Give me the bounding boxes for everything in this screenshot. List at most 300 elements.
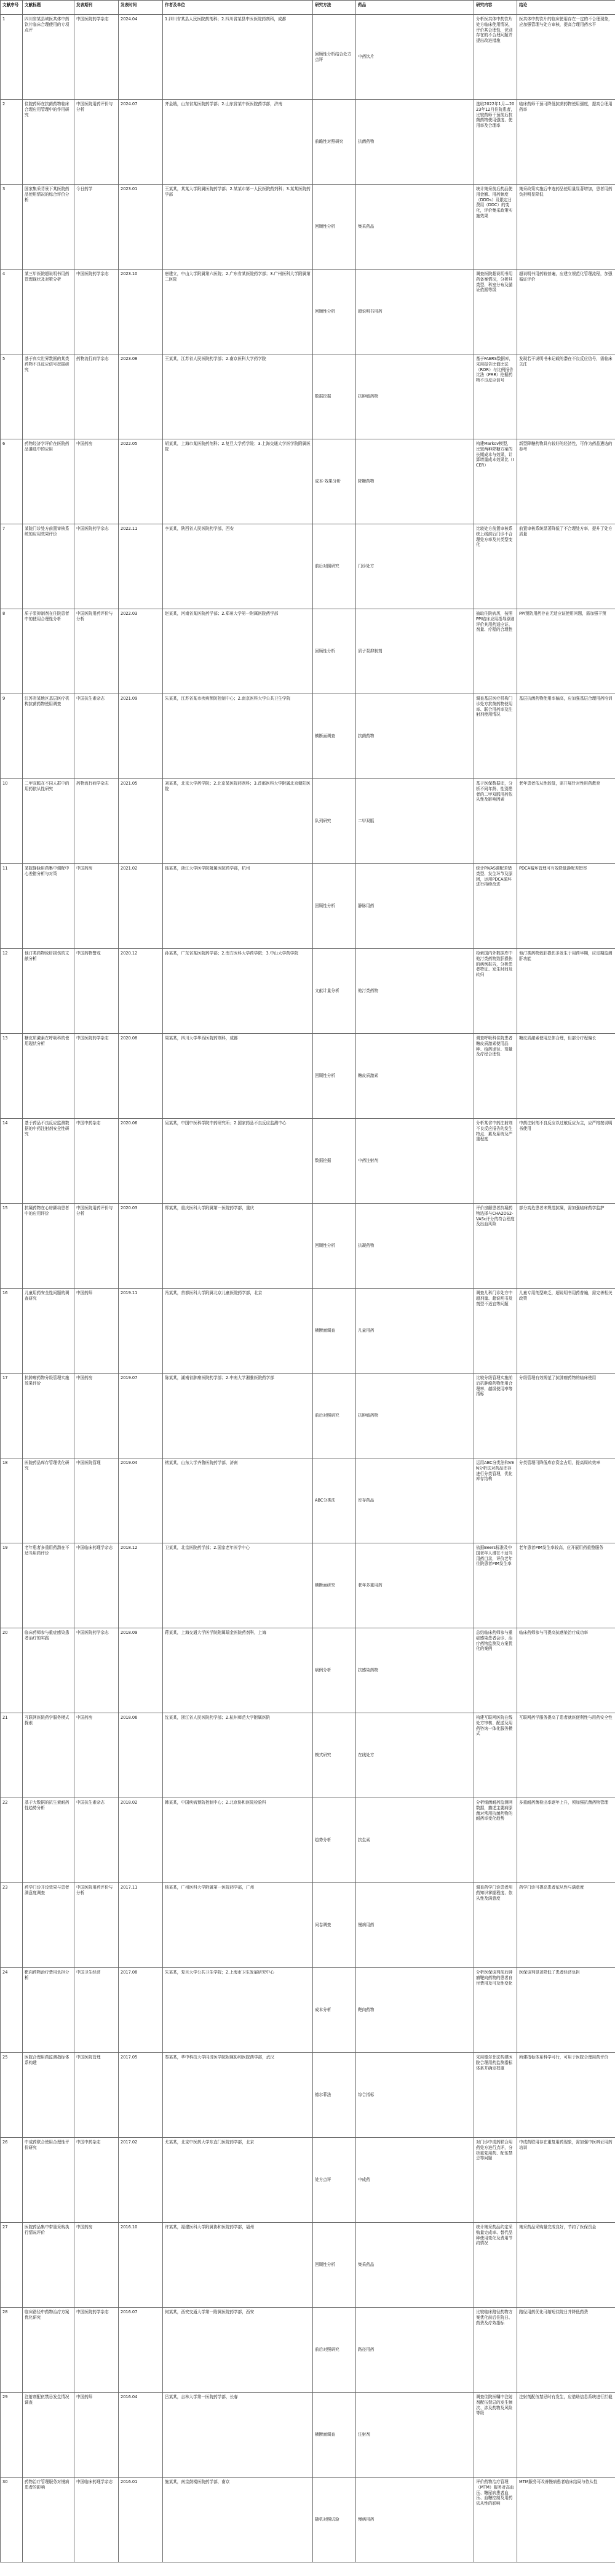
cell-drug: 静脉用药 (356, 864, 474, 949)
table-header-row (1, 1, 615, 15)
cell-no: 6 (1, 439, 23, 524)
cell-title: 药学门诊开设效果与患者满意度调查 (23, 1883, 74, 1968)
cell-method: 趋势分析 (313, 1798, 356, 1883)
cell-content: 比较处方前置审核系统上线前后门诊不合理处方率及其类型变化 (474, 524, 517, 609)
table-row (1, 185, 615, 270)
table-row (1, 270, 615, 354)
cell-drug: 中成药 (356, 2138, 474, 2223)
table-row (1, 1034, 615, 1119)
cell-authors: 刘某某，北京大学药学院；2.北京某医院药剂科；3.首都医科大学附属北京朝阳医院 (163, 779, 313, 864)
cell-authors: 王某某，某某大学附属医院药学部；2.某某市第一人民医院药剂科；3.某某医院药学部 (163, 185, 313, 270)
cell-date: 2021.05 (119, 779, 163, 864)
cell-authors: 韩某某，中国疾病预防控制中心；2.北京协和医院检验科 (163, 1798, 313, 1883)
cell-drug: 抗感染药物 (356, 1628, 474, 1713)
cell-authors: 胡某某，上海市某医院药剂科；2.复旦大学药学院；3.上海交通大学医学院附属医院 (163, 439, 313, 524)
cell-title: 医院合理用药监测指标体系构建 (23, 2053, 74, 2138)
cell-content: 运用ABC分类法和VEN分析法对药品库存进行分类管理，优化库存结构 (474, 1458, 517, 1543)
cell-authors: 唐建立，中山大学附属第六医院；2.广东省某医院药学部；3.广州医科大学附属第二医院 (163, 270, 313, 354)
cell-journal: 中国医院药学杂志 (74, 524, 119, 609)
cell-authors: 孙某某，广东省某医院药学部；2.南方医科大学药学院；3.中山大学药学院 (163, 949, 313, 1034)
cell-title: 国家集采背景下某医院药品使用情况的综合评价分析 (23, 185, 74, 270)
cell-title: 某三甲医院超说明书用药管理现状及对策分析 (23, 270, 74, 354)
cell-date: 2019.07 (119, 1374, 163, 1458)
cell-authors: 齐金娥，山东省某医院药学部；2.山东省某中医医院药学部，济南 (163, 100, 313, 185)
cell-method: 随机对照试验 (313, 2478, 356, 2562)
cell-authors: 朱某某，复旦大学公共卫生学院；2.上海市卫生发展研究中心 (163, 1968, 313, 2053)
cell-conclusion: 新型降糖药物具有较好的经济性，可作为药品遴选的参考 (517, 439, 615, 524)
table-row (1, 100, 615, 185)
cell-no: 2 (1, 100, 23, 185)
cell-journal: 中国药房 (74, 2223, 119, 2308)
cell-drug: 慢病用药 (356, 2478, 474, 2562)
cell-method: 横断面调查 (313, 2393, 356, 2478)
cell-content: 调查儿科门诊处方中超剂量、超说明书及剂型不适宜等问题 (474, 1289, 517, 1374)
cell-date: 2017.11 (119, 1883, 163, 1968)
cell-method: 数据挖掘 (313, 1119, 356, 1204)
cell-method: 回顾性分析 (313, 1034, 356, 1119)
cell-drug: 质子泵抑制剂 (356, 609, 474, 694)
cell-no: 11 (1, 864, 23, 949)
cell-conclusion: 集采政策实施后中选药品使用量显著增加，患者用药负担明显降低 (517, 185, 615, 270)
cell-content: 分析医共体中药饮片处方临床使用情况，评价其合理性，识别存在的不合理问题并提出改进措施 (474, 15, 517, 100)
cell-content: 统计集采药品约定采购量完成率、替代品种使用变化及费用节约情况 (474, 2223, 517, 2308)
cell-drug: 抗菌药物 (356, 694, 474, 779)
cell-date: 2017.02 (119, 2138, 163, 2223)
cell-journal: 中国药房 (74, 439, 119, 524)
cell-journal: 中国抗生素杂志 (74, 694, 119, 779)
cell-authors: 陈某某，湖南省肿瘤医院药学部；2.中南大学湘雅医院药学部 (163, 1374, 313, 1458)
cell-conclusion: 临床药师干预可降低抗菌药物使用强度，提高合理用药率 (517, 100, 615, 185)
cell-conclusion: 互联网药学服务提高了患者就医便利性与用药安全性 (517, 1713, 615, 1798)
cell-date: 2018.12 (119, 1543, 163, 1628)
cell-content: 调查住院医嘱中注射剂配伍禁忌的发生频次、涉及药物及风险等级 (474, 2393, 517, 2478)
cell-title: 住院药师在抗菌药物临床合理应用管理中的作用研究 (23, 100, 74, 185)
cell-conclusion: 中成药联用存在重复用药现象，需加强中医辨证用药培训 (517, 2138, 615, 2223)
cell-method: 横断面调查 (313, 1289, 356, 1374)
cell-no: 14 (1, 1119, 23, 1204)
cell-title: 抗肿瘤药物分级管理实施效果评价 (23, 1374, 74, 1458)
cell-date: 2021.09 (119, 694, 163, 779)
cell-journal: 中国医院管理 (74, 1458, 119, 1543)
table-row (1, 354, 615, 439)
cell-authors: 赵某某，河南省某医院药学部；2.郑州大学第一附属医院药学部 (163, 609, 313, 694)
cell-drug: 库存药品 (356, 1458, 474, 1543)
table-row (1, 2393, 615, 2478)
table-row (1, 524, 615, 609)
cell-conclusion: 糖皮质激素使用总体合理，但部分疗程偏长 (517, 1034, 615, 1119)
header-date: 发表时间 (119, 1, 163, 15)
cell-drug: 降糖药物 (356, 439, 474, 524)
cell-date: 2017.05 (119, 2053, 163, 2138)
cell-method: 病例分析 (313, 1628, 356, 1713)
cell-date: 2016.04 (119, 2393, 163, 2478)
cell-date: 2023.08 (119, 354, 163, 439)
cell-no: 23 (1, 1883, 23, 1968)
table-row (1, 2053, 615, 2138)
cell-no: 10 (1, 779, 23, 864)
cell-no: 4 (1, 270, 23, 354)
cell-drug: 集采药品 (356, 2223, 474, 2308)
cell-content: 调查基层医疗机构门诊处方抗菌药物使用率、联合用药率及注射剂使用情况 (474, 694, 517, 779)
table-row (1, 1883, 615, 1968)
cell-conclusion: 部分高危患者未规范抗凝，需加强临床药学监护 (517, 1204, 615, 1289)
cell-title: 某院静脉用药集中调配中心差错分析与对策 (23, 864, 74, 949)
table-row (1, 2138, 615, 2223)
cell-journal: 今日药学 (74, 185, 119, 270)
cell-no: 22 (1, 1798, 23, 1883)
cell-date: 2022.03 (119, 609, 163, 694)
cell-no: 27 (1, 2223, 23, 2308)
cell-conclusion: 发现若干说明书未记载的潜在不良反应信号，需临床关注 (517, 354, 615, 439)
cell-conclusion: 多重耐药菌检出率逐年上升，须加强抗菌药物管理 (517, 1798, 615, 1883)
cell-drug: 抗菌药物 (356, 100, 474, 185)
cell-no: 8 (1, 609, 23, 694)
cell-authors: 吕某某，吉林大学第一医院药学部，长春 (163, 2393, 313, 2478)
cell-method: 回顾性分析 (313, 270, 356, 354)
cell-method: 成本-效果分析 (313, 439, 356, 524)
cell-date: 2017.08 (119, 1968, 163, 2053)
cell-content: 依据Beers标准及中国老年人潜在不适当用药目录，评价老年住院患者PIM发生率 (474, 1543, 517, 1628)
cell-conclusion: 超说明书用药较普遍，应建立规范化管理流程，加强循证评价 (517, 270, 615, 354)
cell-journal: 中国抗生素杂志 (74, 1798, 119, 1883)
cell-content: 基于FAERS数据库，采用报告比值比法（ROR）与比例报告比法（PRR）挖掘药物不良反应信号 (474, 354, 517, 439)
cell-authors: 蒋某某，上海交通大学医学院附属瑞金医院药剂科，上海 (163, 1628, 313, 1713)
table-row (1, 2478, 615, 2562)
cell-method: 回顾性分析 (313, 609, 356, 694)
cell-conclusion: 所建指标体系科学可行，可用于医院合理用药评价 (517, 2053, 615, 2138)
cell-no: 26 (1, 2138, 23, 2223)
cell-authors: 尤某某，北京中医药大学东直门医院药学部，北京 (163, 2138, 313, 2223)
cell-title: 他汀类药物致肝损伤的文献分析 (23, 949, 74, 1034)
cell-drug: 抗凝药物 (356, 1204, 474, 1289)
cell-journal: 中国药师 (74, 2393, 119, 2478)
cell-journal: 中国临床药理学杂志 (74, 2478, 119, 2562)
cell-authors: 郑某某，重庆医科大学附属第一医院药学部，重庆 (163, 1204, 313, 1289)
cell-content: 分析某省中药注射剂不良反应报告的发生特点、累及系统及严重程度 (474, 1119, 517, 1204)
cell-authors: 李某某，陕西省人民医院药学部，西安 (163, 524, 313, 609)
cell-journal: 中国医院药学杂志 (74, 2308, 119, 2393)
cell-content: 总结临床药师参与重症感染患者会诊、治疗药物监测及方案优化的案例 (474, 1628, 517, 1713)
cell-conclusion: MTM服务可改善慢病患者临床结局与依从性 (517, 2478, 615, 2562)
header-journal: 发表期刊 (74, 1, 119, 15)
cell-authors: 冯某某，首都医科大学附属北京儿童医院药学部，北京 (163, 1289, 313, 1374)
cell-title: 注射剂配伍禁忌发生情况调查 (23, 2393, 74, 2478)
cell-date: 2018.09 (119, 1628, 163, 1713)
cell-content: 对门诊中成药联合用药处方进行点评，分析重复用药、配伍禁忌等问题 (474, 2138, 517, 2223)
cell-title: 儿童用药安全性问题的调查研究 (23, 1289, 74, 1374)
header-title: 文献标题 (23, 1, 74, 15)
cell-authors: 沈某某，浙江省人民医院药学部；2.杭州师范大学附属医院 (163, 1713, 313, 1798)
cell-title: 质子泵抑制剂在住院患者中的使用合理性分析 (23, 609, 74, 694)
table-row (1, 864, 615, 949)
cell-journal: 中国中药杂志 (74, 2138, 119, 2223)
cell-drug: 抗生素 (356, 1798, 474, 1883)
cell-conclusion: 中药注射剂不良反应以过敏反应为主，应严格按说明书使用 (517, 1119, 615, 1204)
cell-method: 处方点评 (313, 2138, 356, 2223)
table-row (1, 15, 615, 100)
cell-journal: 中国药房 (74, 864, 119, 949)
cell-authors: 周某某，四川大学华西医院药剂科，成都 (163, 1034, 313, 1119)
cell-title: 糖皮质激素在呼吸科的使用现状分析 (23, 1034, 74, 1119)
table-row (1, 1374, 615, 1458)
table-body (1, 15, 615, 2562)
cell-drug: 门诊处方 (356, 524, 474, 609)
cell-method: 文献计量分析 (313, 949, 356, 1034)
cell-content: 分析细菌耐药监测网数据，描述主要病原菌对常用抗菌药物的耐药率变化趋势 (474, 1798, 517, 1883)
cell-drug: 在线处方 (356, 1713, 474, 1798)
cell-no: 30 (1, 2478, 23, 2562)
cell-no: 7 (1, 524, 23, 609)
cell-no: 1 (1, 15, 23, 100)
cell-conclusion: 老年患者PIM发生率较高，应开展用药重整服务 (517, 1543, 615, 1628)
cell-content: 调查药学门诊患者用药知识掌握程度、依从性及满意度 (474, 1883, 517, 1968)
cell-authors: 施某某，南京鼓楼医院药学部，南京 (163, 2478, 313, 2562)
cell-conclusion: 儿童专用剂型缺乏，超说明书用药普遍，需完善相关政策 (517, 1289, 615, 1374)
cell-conclusion: 集采药品采购量完成良好，节约了医保资金 (517, 2223, 615, 2308)
cell-title: 药物经济学评价在医院药品遴选中的应用 (23, 439, 74, 524)
cell-content: 调查呼吸科住院患者糖皮质激素使用品种、给药途径、剂量及疗程合理性 (474, 1034, 517, 1119)
cell-title: 二甲双胍在不同人群中的用药依从性研究 (23, 779, 74, 864)
cell-drug: 二甲双胍 (356, 779, 474, 864)
header-drug: 药品 (356, 1, 474, 15)
cell-method: 前瞻性对照研究 (313, 100, 356, 185)
table-row (1, 1713, 615, 1798)
cell-drug: 路径用药 (356, 2308, 474, 2393)
cell-date: 2024.04 (119, 15, 163, 100)
table-row (1, 439, 615, 524)
cell-drug: 儿童用药 (356, 1289, 474, 1374)
cell-date: 2018.06 (119, 1713, 163, 1798)
cell-no: 29 (1, 2393, 23, 2478)
cell-journal: 中国医院用药评价与分析 (74, 1883, 119, 1968)
cell-method: 回顾性分析 (313, 2223, 356, 2308)
cell-date: 2023.10 (119, 270, 163, 354)
cell-no: 12 (1, 949, 23, 1034)
table-row (1, 694, 615, 779)
cell-journal: 中国药房 (74, 1713, 119, 1798)
table-row (1, 1119, 615, 1204)
table-row (1, 779, 615, 864)
cell-journal: 药物流行病学杂志 (74, 354, 119, 439)
cell-content: 分析医保谈判前后肿瘤靶向药物的患者自付费用及可及性变化 (474, 1968, 517, 2053)
cell-no: 17 (1, 1374, 23, 1458)
cell-title: 江苏省某地区基层医疗机构抗菌药物使用调查 (23, 694, 74, 779)
table-row (1, 1798, 615, 1883)
cell-conclusion: 基层抗菌药物使用率偏高，应加强基层合理用药培训 (517, 694, 615, 779)
cell-journal: 中国医院用药评价与分析 (74, 100, 119, 185)
cell-authors: 秦某某，华中科技大学同济医学院附属协和医院药学部，武汉 (163, 2053, 313, 2138)
cell-content: 调查医院超说明书用药备案情况，分析其类型、科室分布及循证依据等级 (474, 270, 517, 354)
cell-no: 3 (1, 185, 23, 270)
cell-content: 评价房颤患者抗凝药物选择与CHA2DS2-VASc评分的符合程度及出血风险 (474, 1204, 517, 1289)
cell-date: 2018.02 (119, 1798, 163, 1883)
cell-method: 数据挖掘 (313, 354, 356, 439)
cell-conclusion: 临床药师参与可提高抗感染治疗成功率 (517, 1628, 615, 1713)
cell-date: 2019.04 (119, 1458, 163, 1543)
cell-authors: 朱某某，江苏省某市疾病预防控制中心；2.南京医科大学公共卫生学院 (163, 694, 313, 779)
header-no: 文献序号 (1, 1, 23, 15)
cell-drug: 靶向药物 (356, 1968, 474, 2053)
cell-content: 比较分级管理实施前后抗肿瘤药物使用合理率、越级使用率等指标 (474, 1374, 517, 1458)
cell-no: 18 (1, 1458, 23, 1543)
cell-journal: 中国中药杂志 (74, 1119, 119, 1204)
cell-drug: 注射剂 (356, 2393, 474, 2478)
cell-date: 2016.07 (119, 2308, 163, 2393)
cell-no: 13 (1, 1034, 23, 1119)
cell-no: 9 (1, 694, 23, 779)
cell-drug: 老年多重用药 (356, 1543, 474, 1628)
cell-title: 医院药品集中带量采购执行情况评价 (23, 2223, 74, 2308)
cell-title: 药物治疗管理服务对慢病患者的影响 (23, 2478, 74, 2562)
cell-method: 回顾性分析 (313, 864, 356, 949)
cell-content: 统计PIVAS调配差错类型、发生环节及原因，运用PDCA循环进行持续改进 (474, 864, 517, 949)
table-row (1, 1628, 615, 1713)
cell-method: 德尔菲法 (313, 2053, 356, 2138)
cell-title: 基于大数据的抗生素耐药性趋势分析 (23, 1798, 74, 1883)
cell-date: 2022.05 (119, 439, 163, 524)
cell-content: 抽取住院病历，按照PPI临床应用指导原则评价其用药适应证、剂量、疗程的合理性 (474, 609, 517, 694)
cell-title: 某院门诊处方前置审核系统的应用效果评价 (23, 524, 74, 609)
cell-no: 15 (1, 1204, 23, 1289)
cell-journal: 中国医院管理 (74, 2053, 119, 2138)
cell-title: 靶向药物治疗费用负担分析 (23, 1968, 74, 2053)
cell-date: 2020.08 (119, 1034, 163, 1119)
cell-drug: 他汀类药物 (356, 949, 474, 1034)
cell-method: 横断面研究 (313, 1543, 356, 1628)
cell-method: 前后对照研究 (313, 1374, 356, 1458)
cell-no: 16 (1, 1289, 23, 1374)
cell-no: 28 (1, 2308, 23, 2393)
cell-method: 成本分析 (313, 1968, 356, 2053)
cell-title: 基于真实世界数据的某类药物不良反应信号挖掘研究 (23, 354, 74, 439)
cell-journal: 中国医院用药评价与分析 (74, 1204, 119, 1289)
table-row (1, 1289, 615, 1374)
cell-content: 选取2022年1月—2023年12月住院患者，比较药师干预前后抗菌药物使用强度、使用率及合理率 (474, 100, 517, 185)
cell-journal: 中国医院药学杂志 (74, 1628, 119, 1713)
cell-date: 2020.12 (119, 949, 163, 1034)
cell-conclusion: 前置审核系统显著降低了不合理处方率，提升了处方质量 (517, 524, 615, 609)
cell-drug: 慢病用药 (356, 1883, 474, 1968)
header-authors: 作者及单位 (163, 1, 313, 15)
table-row (1, 609, 615, 694)
cell-drug: 超说明书用药 (356, 270, 474, 354)
cell-method: 回顾性分析结合处方点评 (313, 15, 356, 100)
table-row (1, 949, 615, 1034)
cell-authors: 钱某某，浙江大学医学院附属医院药学部，杭州 (163, 864, 313, 949)
cell-journal: 中国医院用药评价与分析 (74, 609, 119, 694)
cell-conclusion: PDCA循环管理可有效降低静配差错率 (517, 864, 615, 949)
cell-method: 回顾性分析 (313, 1204, 356, 1289)
cell-authors: 许某某，福建医科大学附属协和医院药学部，福州 (163, 2223, 313, 2308)
table-row (1, 2223, 615, 2308)
cell-method: 问卷调查 (313, 1883, 356, 1968)
cell-no: 24 (1, 1968, 23, 2053)
cell-title: 临床路径中药物治疗方案优化研究 (23, 2308, 74, 2393)
cell-date: 2024.07 (119, 100, 163, 185)
cell-conclusion: 医保谈判显著降低了患者经济负担 (517, 1968, 615, 2053)
cell-no: 20 (1, 1628, 23, 1713)
cell-authors: 王某某，江苏省人民医院药学部；2.南京医科大学药学院 (163, 354, 313, 439)
cell-no: 19 (1, 1543, 23, 1628)
cell-drug: 中药注射剂 (356, 1119, 474, 1204)
cell-title: 基于药品不良反应监测数据的中药注射剂安全性研究 (23, 1119, 74, 1204)
cell-date: 2019.11 (119, 1289, 163, 1374)
header-conclusion: 结论 (517, 1, 615, 15)
cell-journal: 中国药物警戒 (74, 949, 119, 1034)
cell-content: 基于医保数据库，分析不同年龄、性别患者的二甲双胍用药依从性及影响因素 (474, 779, 517, 864)
cell-journal: 中国药房 (74, 1374, 119, 1458)
cell-drug: 集采药品 (356, 185, 474, 270)
cell-drug: 中药饮片 (356, 15, 474, 100)
cell-drug: 抗肿瘤药物 (356, 1374, 474, 1458)
cell-authors: 1.四川省某县人民医院药剂科；2.四川省某县中医医院药剂科，成都 (163, 15, 313, 100)
cell-method: 横断面调查 (313, 694, 356, 779)
cell-date: 2021.02 (119, 864, 163, 949)
cell-no: 5 (1, 354, 23, 439)
cell-date: 2016.01 (119, 2478, 163, 2562)
cell-date: 2016.10 (119, 2223, 163, 2308)
cell-authors: 何某某，西安交通大学第一附属医院药学部，西安 (163, 2308, 313, 2393)
cell-journal: 中国医院药学杂志 (74, 270, 119, 354)
cell-journal: 中国医院药学杂志 (74, 15, 119, 100)
cell-date: 2020.03 (119, 1204, 163, 1289)
cell-content: 评价药物治疗管理（MTM）服务对高血压、糖尿病患者血压、血糖控制及用药依从性的影响 (474, 2478, 517, 2562)
cell-conclusion: 分类管理可降低库存资金占用，提高周转效率 (517, 1458, 615, 1543)
cell-authors: 卫某某，北京医院药学部；2.国家老年医学中心 (163, 1543, 313, 1628)
table-row (1, 2308, 615, 2393)
table-row (1, 1543, 615, 1628)
cell-date: 2020.06 (119, 1119, 163, 1204)
cell-title: 老年患者多重用药潜在不适当用药评价 (23, 1543, 74, 1628)
cell-journal: 中国临床药理学杂志 (74, 1543, 119, 1628)
cell-journal: 药物流行病学杂志 (74, 779, 119, 864)
cell-journal: 中国医院药学杂志 (74, 1034, 119, 1119)
header-content: 研究内容 (474, 1, 517, 15)
cell-conclusion: PPI预防用药存在无适应证使用问题，需加强干预 (517, 609, 615, 694)
cell-content: 构建互联网医院在线处方审核、配送及用药咨询一体化服务模式 (474, 1713, 517, 1798)
cell-conclusion: 药学门诊可提高患者依从性与满意度 (517, 1883, 615, 1968)
cell-title: 医院药品库存管理优化研究 (23, 1458, 74, 1543)
cell-conclusion: 注射剂配伍禁忌时有发生，应借助信息系统进行拦截 (517, 2393, 615, 2478)
cell-date: 2023.01 (119, 185, 163, 270)
cell-date: 2022.11 (119, 524, 163, 609)
cell-content: 比较临床路径药物方案优化前后住院日、药费及疗效指标 (474, 2308, 517, 2393)
cell-title: 互联网医院药学服务模式探索 (23, 1713, 74, 1798)
cell-conclusion: 分级管理有效规范了抗肿瘤药物的临床使用 (517, 1374, 615, 1458)
cell-authors: 杨某某，广州医科大学附属第一医院药学部，广州 (163, 1883, 313, 1968)
cell-method: 前后对照研究 (313, 524, 356, 609)
cell-conclusion: 医共体中药饮片的临床使用存在一定的不合理现象，应加强管理与处方审核，提高合理用药水平 (517, 15, 615, 100)
header-method: 研究方法 (313, 1, 356, 15)
cell-authors: 吴某某，中国中医科学院中药研究所；2.国家药品不良反应监测中心 (163, 1119, 313, 1204)
cell-method: 模式研究 (313, 1713, 356, 1798)
cell-method: ABC分类法 (313, 1458, 356, 1543)
cell-content: 检索国内外数据库中他汀类药物致肝损伤的病例报告，分析患者特征、发生时间及转归 (474, 949, 517, 1034)
cell-method: 前后对照研究 (313, 2308, 356, 2393)
cell-conclusion: 他汀类药物致肝损伤多发生于用药早期，应定期监测肝功能 (517, 949, 615, 1034)
cell-content: 构建Markov模型，比较两种降糖方案的长期成本与效果，计算增量成本效果比（ICER） (474, 439, 517, 524)
cell-drug: 糖皮质激素 (356, 1034, 474, 1119)
cell-title: 抗凝药物在心房颤动患者中的应用评价 (23, 1204, 74, 1289)
cell-authors: 褚某某，山东大学齐鲁医院药学部，济南 (163, 1458, 313, 1543)
cell-title: 中成药联合使用合理性评价研究 (23, 2138, 74, 2223)
cell-title: 四川省某县域医共体中药饮片临床合理使用的专项点评 (23, 15, 74, 100)
cell-content: 统计集采前后药品使用金额、用药频度（DDDs）及限定日费用（DDC）的变化，评价集采政策实施效果 (474, 185, 517, 270)
cell-method: 回顾性分析 (313, 185, 356, 270)
cell-no: 25 (1, 2053, 23, 2138)
cell-no: 21 (1, 1713, 23, 1798)
table-row (1, 1204, 615, 1289)
